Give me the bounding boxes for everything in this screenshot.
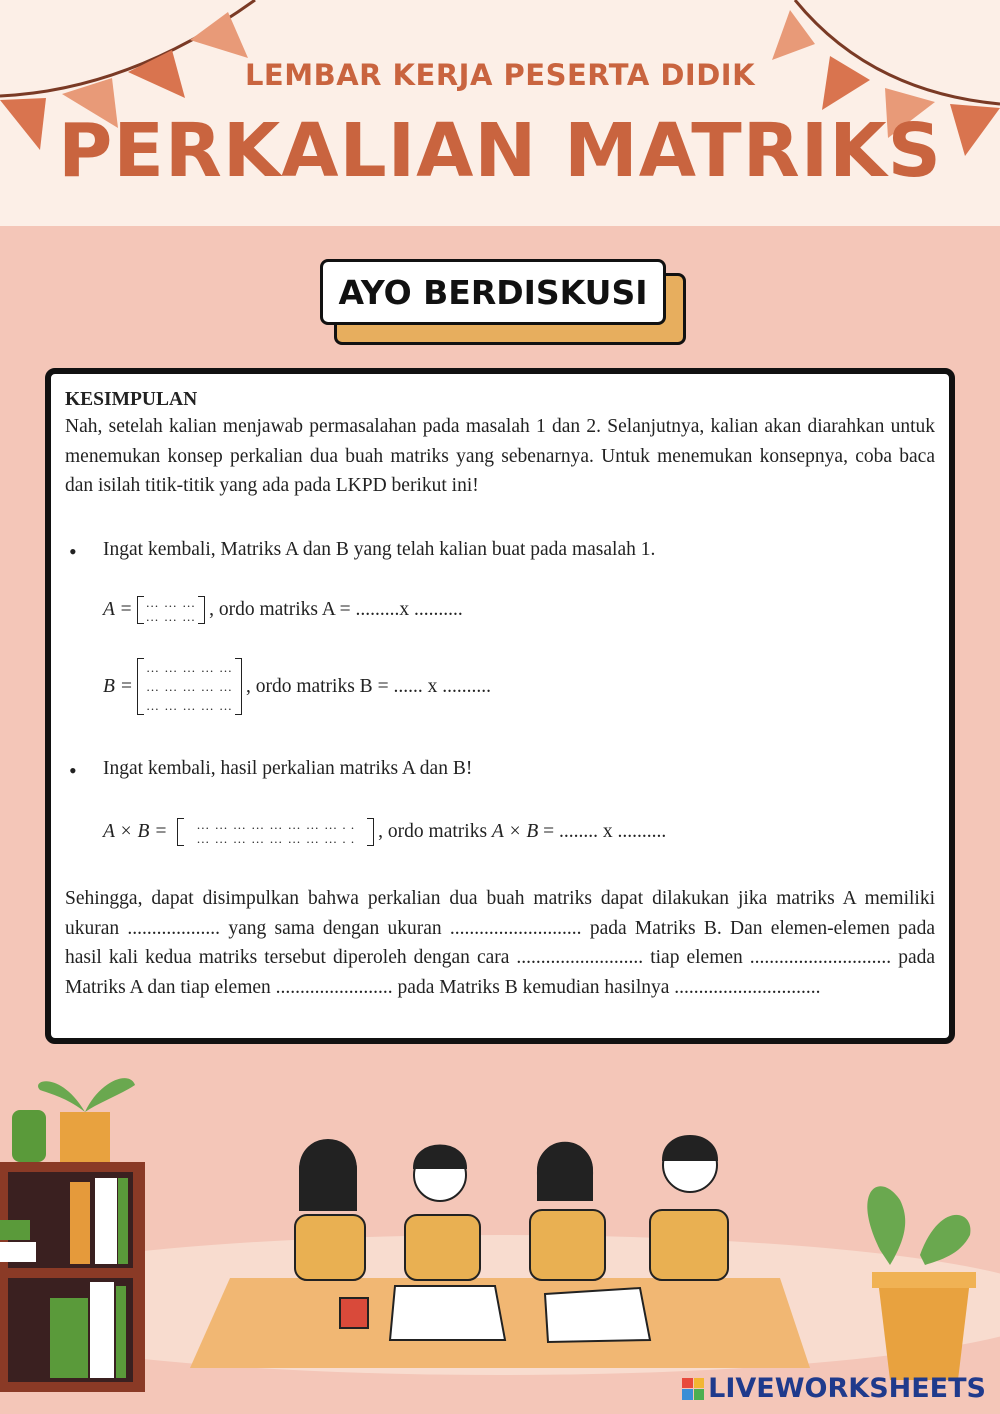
right-bracket — [235, 658, 242, 715]
matrix-a-label: A = — [103, 599, 133, 620]
intro-paragraph: Nah, setelah kalian menjawab permasalahan pada masalah 1 dan 2. Selanjutnya, kalian akan diarahkan untuk menemukan konsep perkalian dua buah matriks yang sebenarnya. Untuk menemukan konsepnya, coba baca dan isilah titik-titik yang ada pada LKPD berikut ini! — [65, 416, 935, 496]
liveworksheets-icon — [682, 1378, 704, 1400]
left-bracket — [137, 658, 144, 715]
matrix-b-row: … … … … … — [145, 660, 233, 675]
matrix-a-row: … … … — [145, 609, 197, 624]
section-tag: AYO BERDISKUSI — [320, 259, 666, 325]
right-bracket — [198, 596, 205, 624]
conclusion-paragraph[interactable]: Sehingga, dapat disimpulkan bahwa perkalian dua buah matriks dapat dilakukan jika matriks A memiliki ukuran ................... yang sama dengan ukuran ........................... pada Matriks B. Dan elemen-elemen pada hasil kali kedua matriks tersebut diperoleh dengan cara .......................... tiap elemen ............................. pada Matriks A dan tiap elemen ........................ pada Matriks B kemudian hasilnya .............................. — [65, 888, 935, 998]
matrix-a — [137, 596, 206, 624]
matrix-b-row: … … … … … — [145, 679, 233, 694]
left-bracket — [137, 596, 144, 624]
matrix-ab-row: … … … … … … … … . . — [196, 831, 356, 846]
conclusion-card — [45, 368, 955, 1044]
matrix-ab-label: A × B = — [103, 821, 168, 842]
matrix-a-row: … … … — [145, 595, 197, 610]
card-heading: KESIMPULAN — [65, 389, 198, 410]
worksheet-subtitle: LEMBAR KERJA PESERTA DIDIK — [244, 58, 756, 92]
students-illustration — [0, 1050, 1000, 1414]
left-bracket — [177, 818, 184, 846]
matrix-ab-row: … … … … … … … … . . — [196, 817, 356, 832]
liveworksheets-logo — [682, 1373, 986, 1404]
matrix-ab-ordo-var: A × B — [491, 821, 539, 842]
matrix-ab-ordo-prefix: , ordo matriks — [378, 821, 492, 842]
matrix-b-label: B = — [103, 675, 133, 697]
bullet-matrix-recall: • Ingat kembali, Matriks A dan B yang telah kalian buat pada masalah 1. — [103, 539, 655, 561]
matrix-b-equation — [103, 658, 491, 715]
matrix-b-row: … … … … … — [145, 698, 233, 713]
matrix-b — [137, 658, 242, 715]
matrix-a-ordo-blank[interactable]: , ordo matriks A = .........x .......... — [209, 599, 463, 620]
matrix-ab-ordo-blank[interactable]: = ........ x .......... — [538, 821, 667, 842]
right-bracket — [367, 818, 374, 846]
logo-text: LIVEWORKSHEETS — [708, 1373, 986, 1404]
matrix-a-equation — [103, 596, 463, 624]
matrix-ab-equation — [103, 818, 666, 846]
matrix-ab — [177, 818, 374, 846]
page-title: PERKALIAN MATRIKS — [58, 108, 942, 194]
matrix-b-ordo-blank[interactable]: , ordo matriks B = ...... x .......... — [245, 675, 491, 697]
bullet-product-recall: • Ingat kembali, hasil perkalian matriks A dan B! — [103, 758, 472, 780]
header-banner — [0, 0, 1000, 226]
